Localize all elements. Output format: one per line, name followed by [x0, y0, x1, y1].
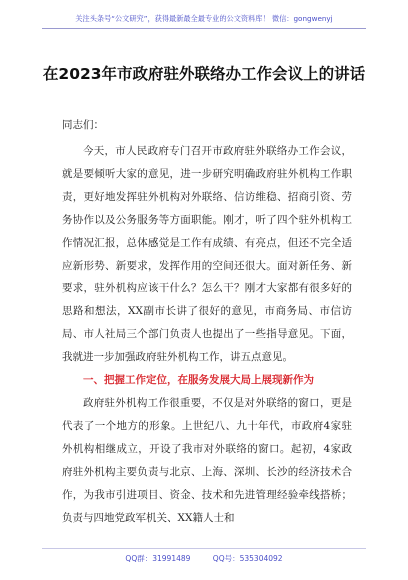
- paragraph-intro: 今天，市人民政府专门召开市政府驻外联络办工作会议，就是要倾听大家的意见，进一步研究明确政府驻外机构工作职责，更好地发挥驻外机构对外联络、信访维稳、招商引资、劳务协作以及公务服务等方面职能。刚才，听了四个驻外机构工作情况汇报，总体感觉是工作有成绩、有亮点，但还不完全适应新形势、新要求，发挥作用的空间还很大。面对新任务、新要求，驻外机构应该干什么？怎么干？刚才大家都有很多好的思路和想法，XX副市长讲了很好的意见，市商务局、市信访局、市人社局三个部门负责人也提出了一些指导意见。下面，我就进一步加强政府驻外机构工作，讲五点意见。: [62, 145, 352, 364]
- top-divider: [42, 28, 366, 29]
- top-banner: 关注头条号“公文研究”，获得最新最全最专业的公文资料库！ 微信：gongwenyj: [75, 14, 333, 23]
- footer-qq: QQ号：535304092: [212, 554, 283, 563]
- footer: [0, 553, 408, 564]
- footer-qq-group: QQ群：31991489: [125, 554, 191, 563]
- bottom-divider: [42, 548, 366, 549]
- paragraph-section-one: 政府驻外机构工作很重要，不仅是对外联络的窗口，更是代表了一个地方的形象。上世纪八、九十年代，市政府4家驻外机构相继成立，开设了我市对外联络的窗口。起初，4家政府驻外机构主要负责与北京、上海、深圳、长沙的经济技术合作，为我市引进项目、资金、技术和先进管理经验牵线搭桥；负责与四地党政军机关、XX籍人士和: [62, 396, 352, 524]
- section-heading: 一、把握工作定位，在服务发展大局上展现新作为: [83, 374, 314, 387]
- document-title: 在2023年市政府驻外联络办工作会议上的讲话: [42, 65, 366, 83]
- greeting: 同志们：: [62, 119, 104, 131]
- document-body: [62, 140, 352, 529]
